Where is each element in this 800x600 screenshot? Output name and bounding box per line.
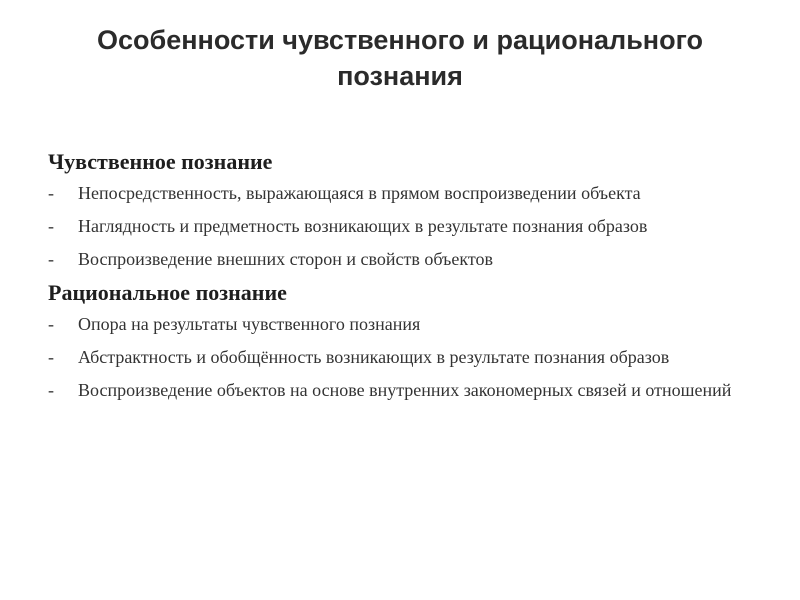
bullet-dash-icon: - [48,249,54,269]
section-rational [48,279,748,404]
list-item [48,246,748,273]
slide-title: Особенности чувственного и рационального познания [97,25,703,91]
section-heading: Чувственное познание [48,149,273,174]
list-item [48,377,748,404]
list-item-text: Опора на результаты чувственного познания [78,314,421,334]
list-item-text: Абстрактность и обобщённость возникающих в результате познания образов [78,347,670,367]
list-item [48,180,748,207]
bullet-dash-icon: - [48,183,54,203]
bullet-dash-icon: - [48,314,54,334]
list-item-text: Наглядность и предметность возникающих в результате познания образов [78,216,648,236]
bullet-list [48,311,748,404]
bullet-dash-icon: - [48,380,54,400]
list-item-text: Воспроизведение внешних сторон и свойств объектов [78,249,493,269]
list-item-text: Воспроизведение объектов на основе внутренних закономерных связей и отношений [78,380,732,400]
list-item [48,344,748,371]
list-item [48,213,748,240]
section-sensory [48,148,748,273]
bullet-dash-icon: - [48,216,54,236]
section-heading: Рациональное познание [48,280,287,305]
list-item [48,311,748,338]
list-item-text: Непосредственность, выражающаяся в прямом воспроизведении объекта [78,183,641,203]
bullet-list [48,180,748,273]
slide-content [48,148,748,410]
bullet-dash-icon: - [48,347,54,367]
